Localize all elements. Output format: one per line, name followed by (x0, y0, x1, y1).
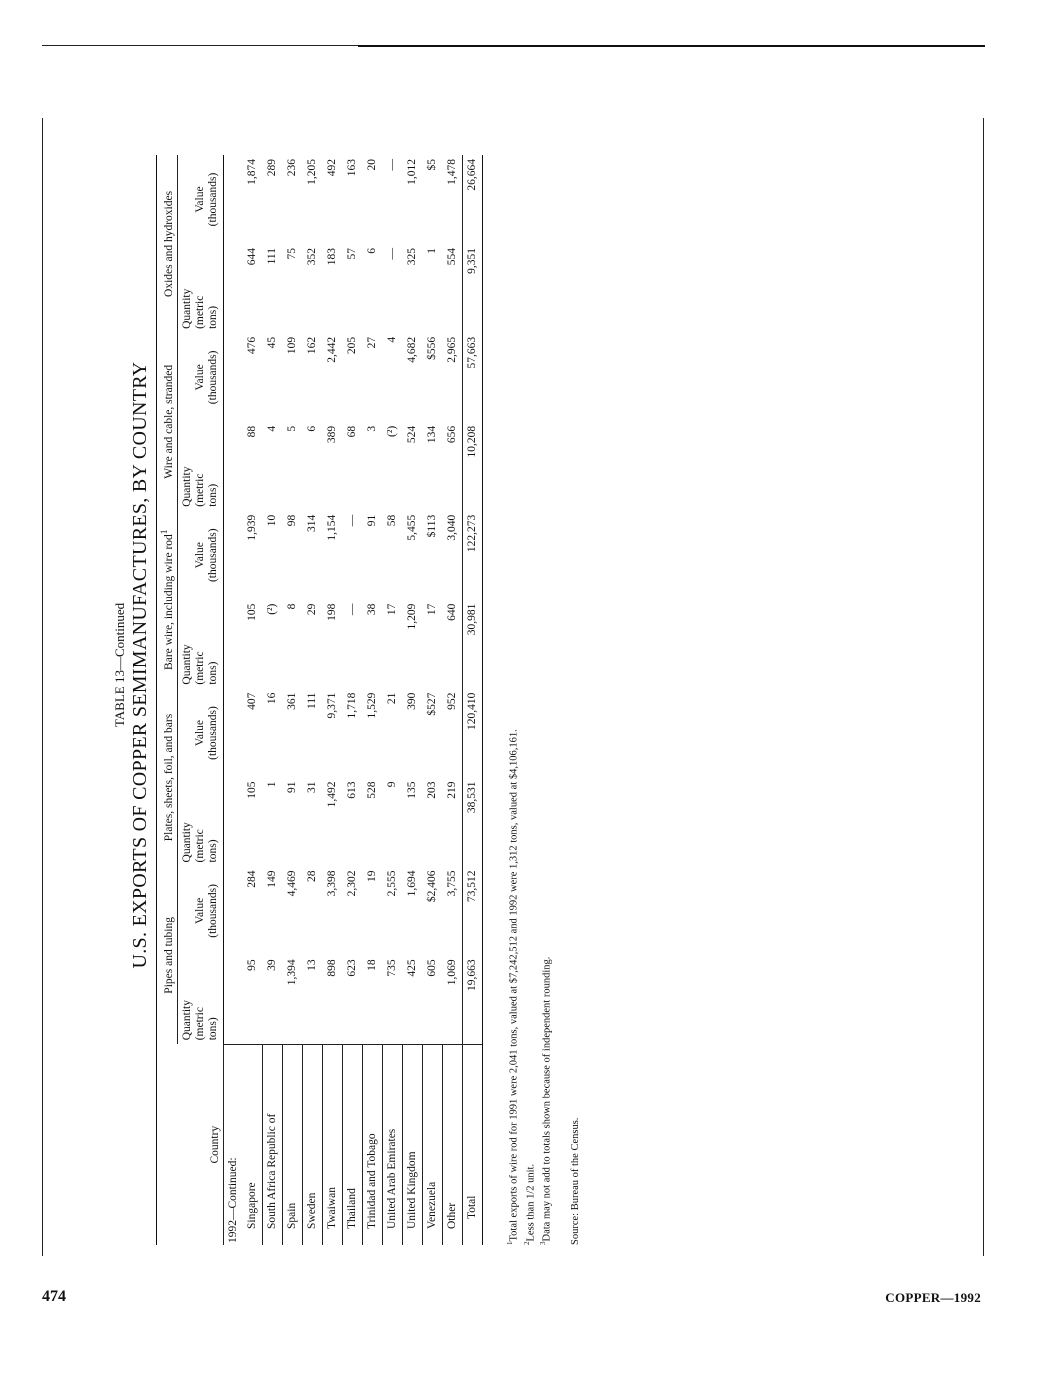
country-cell: Singapore (243, 1044, 263, 1245)
value-subheader-line: (thousands) (206, 528, 219, 583)
quantity-cell: 1,394 (285, 959, 298, 986)
quantity-cell: — (385, 247, 398, 260)
section-row (223, 155, 243, 1245)
value-cell: 1,478 (442, 155, 462, 244)
value-cell: 492 (325, 159, 338, 177)
value-cell: 3,040 (442, 511, 462, 600)
quantity-cell: 425 (405, 959, 418, 977)
quantity-cell: 352 (305, 247, 318, 266)
footnote-ref-1: 1 (159, 529, 170, 535)
group-label-plates: Plates, sheets, foil, and bars (162, 713, 175, 842)
quantity-cell: 39 (265, 959, 278, 971)
quantity-cell: 75 (285, 247, 298, 260)
quantity-cell: 325 (405, 247, 418, 266)
footnote-3 (537, 145, 554, 1245)
quantity-cell: 198 (325, 603, 338, 621)
value-cell: 10 (265, 514, 278, 527)
quantity-subheader-line: (metric (193, 295, 206, 329)
quantity-cell: 898 (325, 959, 338, 977)
quantity-subheader-line: Quantity (180, 288, 193, 329)
value-cell: 3,398 (325, 870, 338, 897)
quantity-cell: 88 (246, 425, 259, 438)
country-cell: South Africa Republic of (262, 1044, 282, 1245)
quantity-cell: 1,492 (325, 781, 338, 808)
value-cell: 1,154 (325, 514, 338, 541)
quantity-cell: 623 (345, 959, 358, 977)
country-cell: Sweden (302, 1044, 322, 1245)
value-subheader (177, 155, 223, 244)
value-subheader-line: Value (193, 186, 206, 213)
page-number: 474 (42, 1288, 66, 1305)
value-subheader-line: Value (193, 542, 206, 569)
value-cell: $113 (425, 514, 438, 538)
table-number: TABLE 13—Continued (112, 602, 127, 728)
group-label-oxides: Oxides and hydroxides (162, 190, 175, 297)
section-label: 1992—Continued: (223, 1044, 243, 1245)
value-subheader-line: Value (193, 897, 206, 924)
value-cell: 109 (285, 336, 298, 355)
value-cell: 149 (265, 870, 278, 888)
value-subheader-line: (thousands) (206, 706, 219, 760)
quantity-cell: 29 (305, 603, 318, 616)
quantity-subheader-line: (metric (193, 473, 206, 507)
table-row (302, 155, 322, 1245)
quantity-cell: 135 (405, 781, 418, 799)
quantity-cell: 389 (325, 425, 338, 444)
value-cell: 1,874 (246, 159, 259, 185)
group-label-wire-cable: Wire and cable, stranded (162, 364, 175, 479)
quantity-subheader (177, 244, 223, 333)
rotated-table-frame (112, 85, 602, 1245)
value-subheader (177, 866, 223, 955)
value-subheader (177, 333, 223, 422)
value-cell: $5 (425, 159, 438, 171)
quantity-cell: 19,663 (462, 955, 482, 1044)
table-row (262, 155, 282, 1245)
quantity-subheader-line: (metric (193, 829, 206, 863)
quantity-cell: 605 (425, 959, 438, 977)
group-header-row (157, 155, 178, 1245)
quantity-cell: 105 (246, 781, 259, 799)
quantity-cell: 528 (365, 781, 378, 799)
table-row (362, 155, 382, 1245)
empty-cell (223, 600, 243, 689)
quantity-cell: (²) (265, 603, 278, 615)
footnotes (504, 145, 554, 1245)
table-row (243, 155, 263, 1245)
value-cell: 1,205 (305, 159, 318, 185)
value-cell: 5,455 (405, 514, 418, 541)
table-title: U.S. EXPORTS OF COPPER SEMIMANUFACTURES, BY COUNTRY (129, 361, 151, 969)
quantity-subheader (177, 955, 223, 1044)
quantity-cell: 9,351 (462, 244, 482, 333)
value-cell: 21 (385, 692, 398, 705)
empty-cell (223, 689, 243, 778)
value-cell: 73,512 (462, 866, 482, 955)
quantity-subheader-line: tons) (206, 661, 219, 685)
footnote-text: Less than 1/2 unit. (525, 1163, 536, 1242)
quantity-cell: 735 (385, 959, 398, 977)
value-cell: 236 (285, 159, 298, 177)
quantity-cell: 1 (425, 247, 438, 254)
value-cell: 163 (345, 159, 358, 177)
top-rule-left (42, 45, 358, 46)
quantity-cell: 6 (365, 247, 378, 254)
value-subheader (177, 689, 223, 778)
value-cell: 57,663 (462, 333, 482, 422)
table-row (422, 155, 442, 1245)
quantity-subheader-line: (metric (193, 1007, 206, 1041)
value-cell: $2,406 (425, 870, 438, 903)
left-margin-rule (42, 118, 43, 1256)
value-cell: 1,694 (405, 870, 418, 897)
quantity-cell: 644 (246, 247, 259, 266)
value-cell: 98 (285, 514, 298, 527)
quantity-cell: 6 (305, 425, 318, 432)
footnote-text: Data may not add to totals shown because of independent rounding. (541, 956, 553, 1242)
empty-cell (223, 333, 243, 422)
empty-cell (223, 955, 243, 1044)
footnote-1 (504, 145, 521, 1245)
value-cell: 284 (246, 870, 259, 888)
value-cell: 390 (405, 692, 418, 710)
quantity-subheader-line: Quantity (180, 1000, 193, 1041)
quantity-cell: 111 (265, 247, 278, 265)
value-cell: 289 (265, 159, 278, 177)
country-column-header (157, 1044, 224, 1245)
quantity-cell: 1,209 (405, 603, 418, 630)
country-cell: Venezuela (422, 1044, 442, 1245)
quantity-cell: 13 (305, 959, 318, 971)
value-subheader-line: Value (193, 364, 206, 391)
group-header-pipes (157, 866, 178, 1044)
quantity-cell: 95 (246, 959, 259, 971)
country-cell: Spain (282, 1044, 302, 1245)
quantity-subheader-line: (metric (193, 651, 206, 685)
value-subheader-line: (thousands) (206, 172, 219, 227)
value-cell: 45 (265, 336, 278, 349)
group-header-bare-wire (157, 511, 178, 689)
footnote-mark: 3 (539, 1241, 547, 1245)
empty-cell (223, 866, 243, 955)
value-cell: 2,442 (325, 336, 338, 363)
quantity-cell: 17 (425, 603, 438, 616)
quantity-cell: (²) (385, 425, 398, 437)
value-cell: 2,965 (442, 333, 462, 422)
table-title-block (112, 85, 152, 1245)
quantity-cell: 9 (385, 781, 398, 788)
value-cell: 111 (305, 692, 318, 709)
quantity-subheader-line: tons) (206, 483, 219, 507)
empty-cell (223, 511, 243, 600)
value-cell: 407 (246, 692, 259, 710)
quantity-cell: 38,531 (462, 778, 482, 867)
quantity-cell: 524 (405, 425, 418, 444)
quantity-cell: 183 (325, 247, 338, 266)
value-cell: 122,273 (462, 511, 482, 600)
group-label-bare-wire: Bare wire, including wire rod (162, 534, 175, 670)
quantity-cell: 1 (265, 781, 278, 788)
quantity-cell: 38 (365, 603, 378, 616)
quantity-cell: 31 (305, 781, 318, 794)
value-cell: 16 (265, 692, 278, 705)
quantity-cell: 5 (285, 425, 298, 432)
quantity-cell: 219 (442, 778, 462, 867)
table-row (442, 155, 462, 1245)
country-cell: Twaiwan (322, 1044, 342, 1245)
quantity-subheader-line: Quantity (180, 644, 193, 685)
quantity-cell: 640 (442, 600, 462, 689)
value-cell: — (385, 159, 398, 171)
country-header-label: Country (208, 1125, 221, 1164)
value-cell: 4,469 (285, 870, 298, 897)
value-cell: 1,718 (345, 692, 358, 719)
country-cell: Thailand (342, 1044, 362, 1245)
table-row (382, 155, 402, 1245)
value-cell: 58 (385, 514, 398, 527)
table-row (342, 155, 362, 1245)
total-row (462, 155, 482, 1245)
quantity-cell: 134 (425, 425, 438, 444)
quantity-subheader-line: tons) (206, 305, 219, 329)
quantity-cell: 4 (265, 425, 278, 432)
value-cell: 26,664 (462, 155, 482, 244)
quantity-cell: 554 (442, 244, 462, 333)
table-row (282, 155, 302, 1245)
group-label-pipes: Pipes and tubing (162, 917, 175, 994)
value-cell: 4,682 (405, 336, 418, 363)
value-cell: 120,410 (462, 689, 482, 778)
value-subheader-line: Value (193, 719, 206, 747)
value-subheader (177, 511, 223, 600)
value-cell: $527 (425, 692, 438, 716)
value-subheader-line: (thousands) (206, 884, 219, 938)
value-cell: 1,529 (365, 692, 378, 719)
footnote-mark: 2 (522, 1241, 531, 1245)
quantity-subheader-line: Quantity (180, 466, 193, 507)
footnote-2 (521, 145, 538, 1245)
quantity-cell: 30,981 (462, 600, 482, 689)
table-row (322, 155, 342, 1245)
value-cell: — (345, 514, 358, 527)
value-cell: 1,012 (405, 159, 418, 185)
value-cell: 952 (442, 689, 462, 778)
right-margin-rule (983, 118, 984, 1256)
quantity-subheader (177, 600, 223, 689)
quantity-subheader-line: Quantity (180, 822, 193, 863)
value-cell: 361 (285, 692, 298, 710)
quantity-subheader-line: tons) (206, 1017, 219, 1041)
exports-table (156, 155, 483, 1245)
group-header-oxides (157, 155, 178, 333)
value-cell: 2,555 (385, 870, 398, 897)
value-cell: 20 (365, 159, 378, 171)
value-cell: 314 (305, 514, 318, 532)
quantity-subheader (177, 422, 223, 511)
value-cell: 9,371 (325, 692, 338, 719)
quantity-cell: 613 (345, 781, 358, 799)
quantity-subheader (177, 778, 223, 867)
quantity-cell: 68 (345, 425, 358, 438)
footnote-mark: 1 (506, 1241, 514, 1245)
group-header-plates (157, 689, 178, 867)
quantity-cell: 203 (425, 781, 438, 799)
value-cell: 1,939 (246, 514, 259, 541)
running-head: COPPER—1992 (885, 1290, 981, 1305)
value-cell: 476 (246, 336, 259, 355)
country-cell: United Arab Emirates (382, 1044, 402, 1245)
table-row (402, 155, 422, 1245)
value-cell: 28 (305, 870, 318, 882)
value-cell: 205 (345, 336, 358, 355)
value-subheader-line: (thousands) (206, 350, 219, 405)
empty-cell (223, 422, 243, 511)
value-cell: 91 (365, 514, 378, 527)
empty-cell (223, 778, 243, 867)
value-cell: 19 (365, 870, 378, 882)
value-cell: $556 (425, 336, 438, 360)
top-rule-right (358, 45, 985, 47)
value-cell: 27 (365, 336, 378, 349)
quantity-cell: 8 (285, 603, 298, 610)
empty-cell (223, 244, 243, 333)
country-cell: Other (442, 1044, 462, 1245)
quantity-cell: 57 (345, 247, 358, 260)
country-cell: Total (462, 1044, 482, 1245)
quantity-cell: 105 (246, 603, 259, 621)
value-cell: 2,302 (345, 870, 358, 897)
quantity-cell: — (345, 603, 358, 616)
quantity-cell: 10,208 (462, 422, 482, 511)
value-cell: 162 (305, 336, 318, 355)
value-cell: 3,755 (442, 866, 462, 955)
group-header-wire-cable (157, 333, 178, 511)
quantity-cell: 18 (365, 959, 378, 971)
footnote-text: Total exports of wire rod for 1991 were 2,041 tons, valued at $7,242,512 and 1992 were 1,312 tons, valued at $4,106,161. (508, 729, 520, 1242)
quantity-cell: 3 (365, 425, 378, 432)
quantity-subheader-line: tons) (206, 839, 219, 863)
country-cell: United Kingdom (402, 1044, 422, 1245)
quantity-cell: 656 (442, 422, 462, 511)
quantity-cell: 91 (285, 781, 298, 794)
quantity-cell: 17 (385, 603, 398, 616)
source-note: Source: Bureau of the Census. (570, 1117, 581, 1245)
table-body (223, 155, 482, 1245)
quantity-cell: 1,069 (442, 955, 462, 1044)
country-cell: Trinidad and Tobago (362, 1044, 382, 1245)
empty-cell (223, 155, 243, 244)
value-cell: 4 (385, 336, 398, 343)
